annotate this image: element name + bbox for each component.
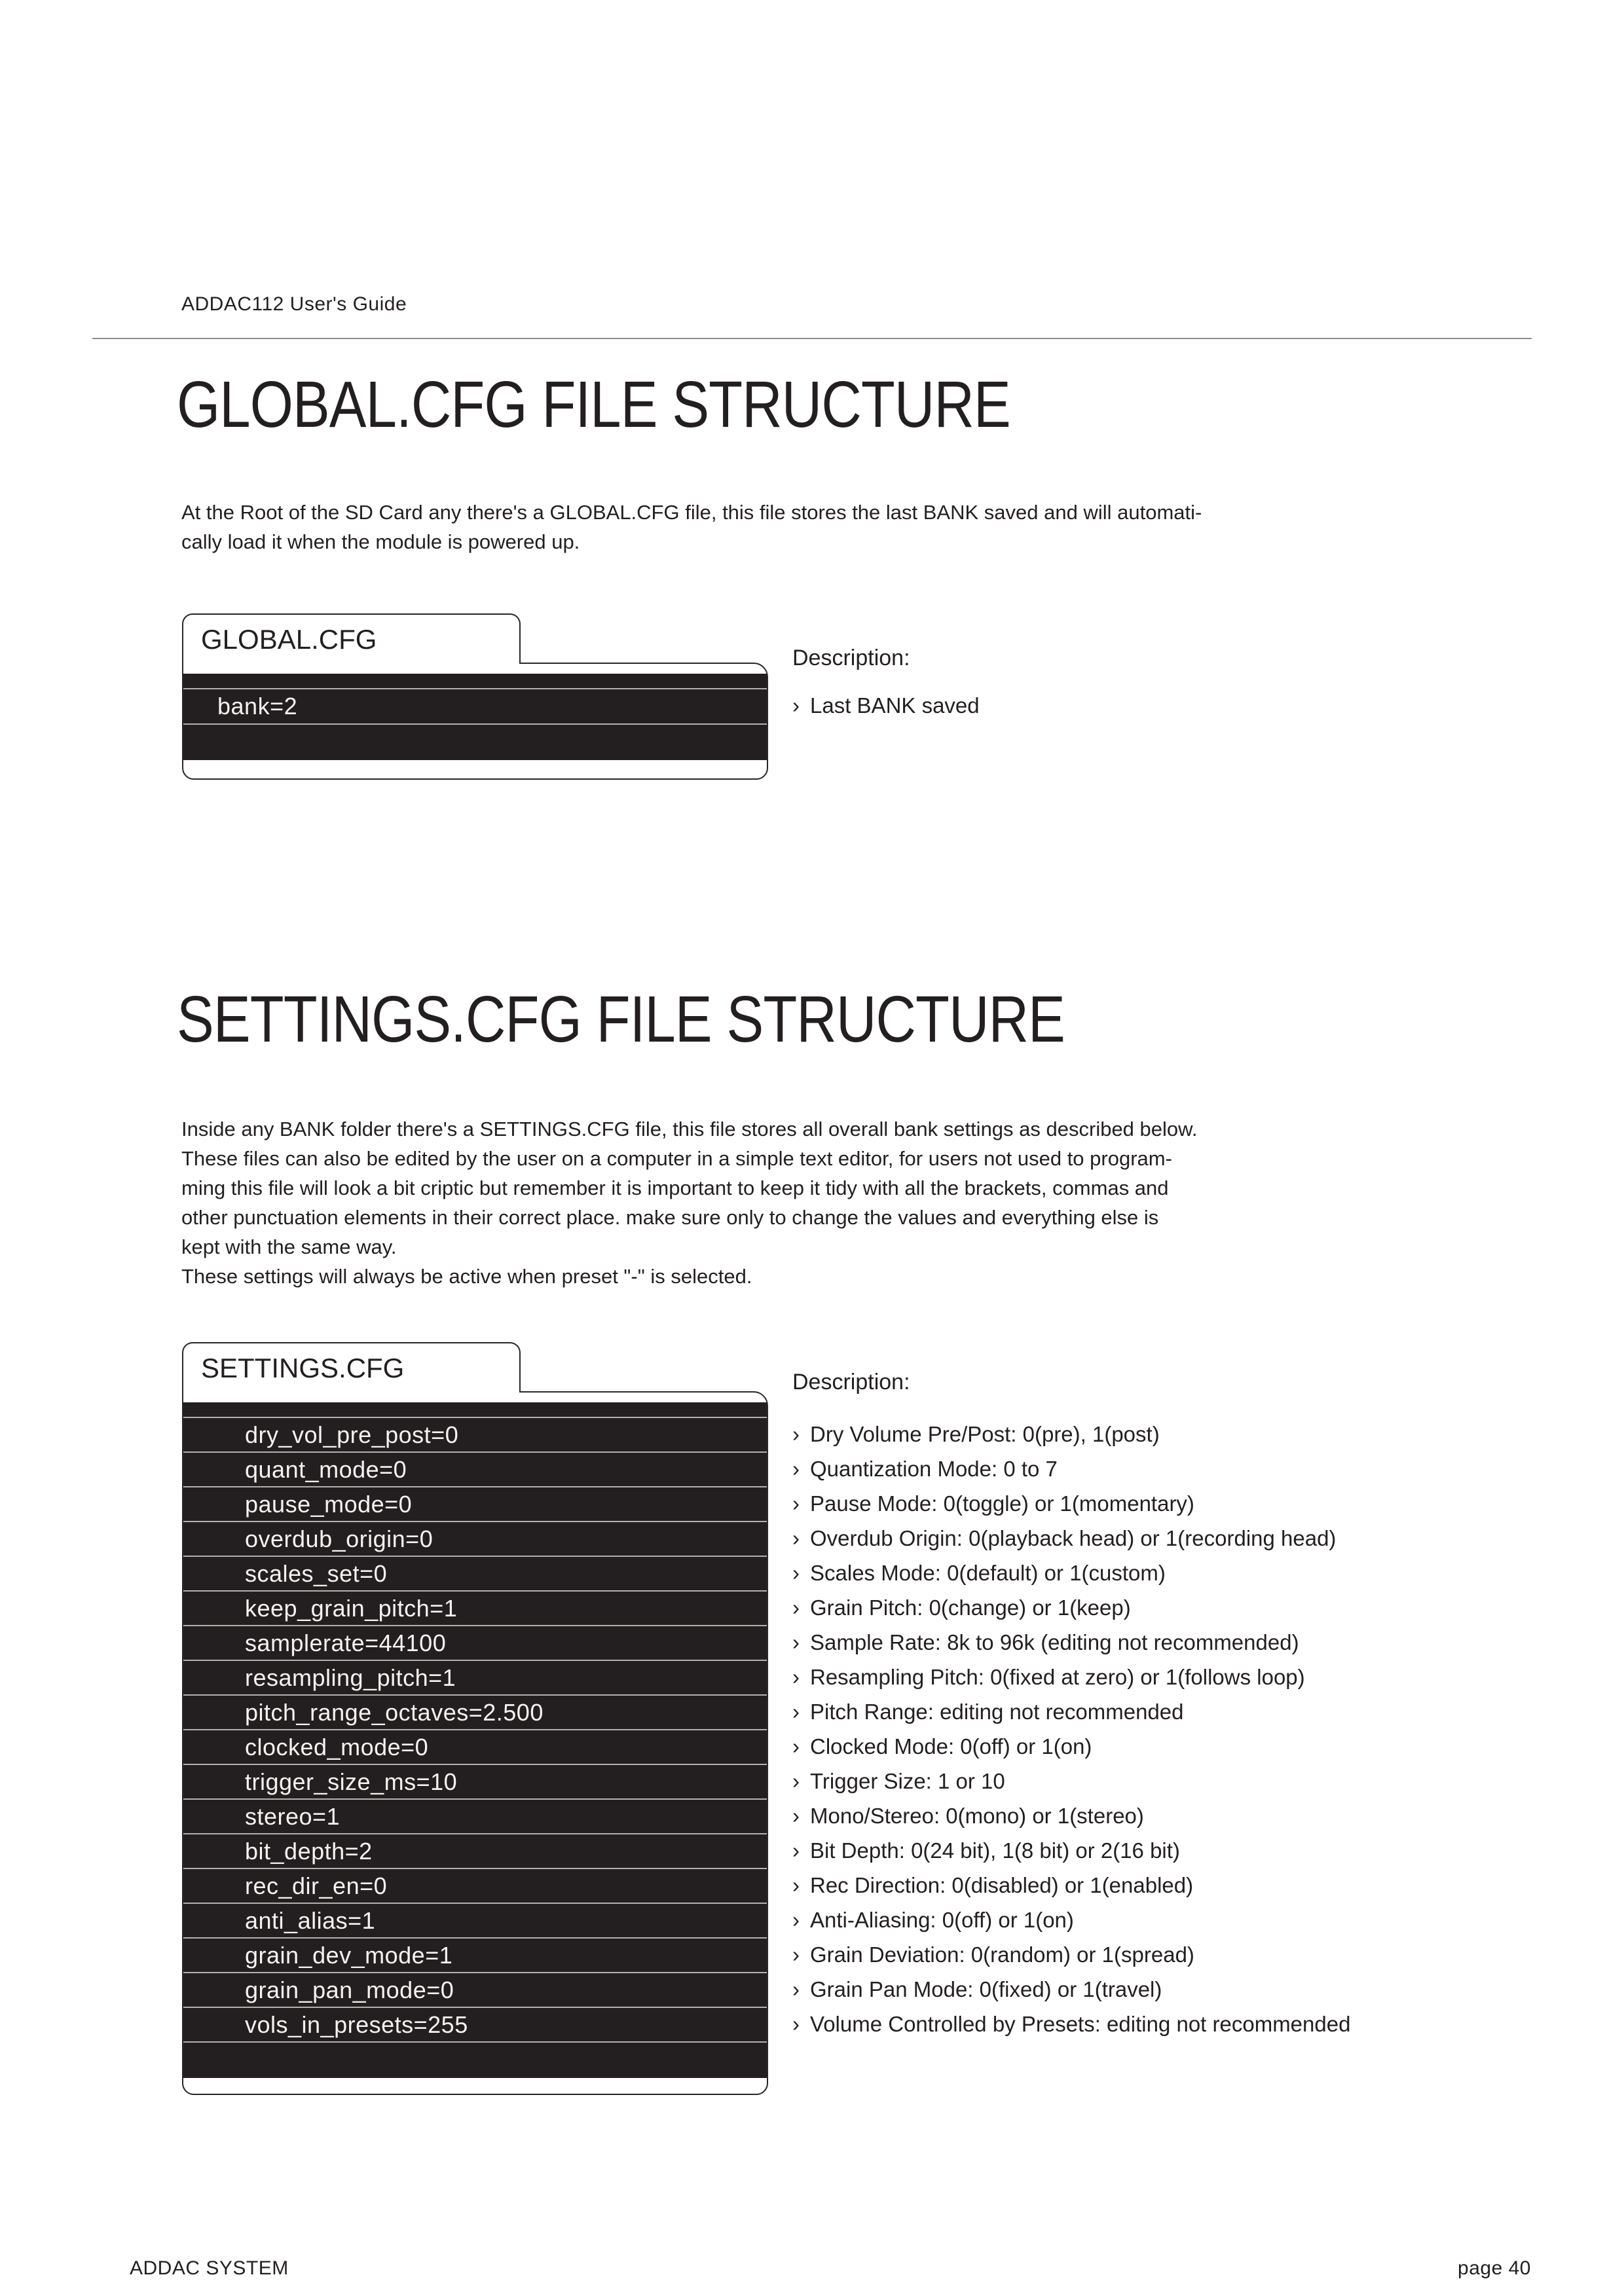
bullet-icon: › xyxy=(792,1456,800,1481)
global-cfg-folder xyxy=(182,613,768,784)
bullet-icon: › xyxy=(792,1977,800,2001)
global-config-rows xyxy=(183,674,767,760)
settings-section-title: SETTINGS.CFG FILE STRUCTURE xyxy=(177,983,1065,1056)
description-item xyxy=(792,1486,1350,1521)
global-intro-paragraph xyxy=(181,498,1202,556)
description-item xyxy=(792,688,980,723)
config-row xyxy=(183,1798,767,1833)
bullet-icon: › xyxy=(792,1560,800,1585)
config-row xyxy=(183,1486,767,1521)
settings-description-list xyxy=(792,1417,1350,2041)
config-row xyxy=(183,1451,767,1486)
description-item xyxy=(792,1556,1350,1590)
config-row xyxy=(183,1903,767,1937)
description-text: Volume Controlled by Presets: editing not recommended xyxy=(810,2011,1351,2036)
description-text: Mono/Stereo: 0(mono) or 1(stereo) xyxy=(810,1803,1144,1828)
config-entry: pitch_range_octaves=2.500 xyxy=(245,1698,544,1726)
description-text: Last BANK saved xyxy=(810,693,980,718)
config-entry: bit_depth=2 xyxy=(245,1837,373,1865)
settings-folder-tab xyxy=(182,1342,521,1393)
bullet-icon: › xyxy=(792,1595,800,1620)
description-text: Scales Mode: 0(default) or 1(custom) xyxy=(810,1560,1166,1585)
description-item xyxy=(792,1417,1350,1451)
description-item xyxy=(792,1590,1350,1625)
config-row xyxy=(183,1694,767,1729)
config-entry: resampling_pitch=1 xyxy=(245,1664,456,1691)
paragraph-line: kept with the same way. xyxy=(181,1235,397,1258)
description-text: Sample Rate: 8k to 96k (editing not recommended) xyxy=(810,1630,1299,1654)
config-row xyxy=(183,688,767,723)
description-text: Quantization Mode: 0 to 7 xyxy=(810,1456,1058,1481)
bullet-icon: › xyxy=(792,2011,800,2036)
description-item xyxy=(792,1972,1350,2007)
description-text: Pause Mode: 0(toggle) or 1(momentary) xyxy=(810,1491,1194,1516)
global-description-heading: Description: xyxy=(792,646,910,670)
description-item xyxy=(792,1521,1350,1556)
settings-folder-tab-label: SETTINGS.CFG xyxy=(201,1352,405,1383)
description-text: Dry Volume Pre/Post: 0(pre), 1(post) xyxy=(810,1421,1160,1446)
config-entry: samplerate=44100 xyxy=(245,1629,447,1656)
description-text: Grain Deviation: 0(random) or 1(spread) xyxy=(810,1942,1194,1967)
paragraph-line: These files can also be edited by the user on a computer in a simple text editor, for users not used to program- xyxy=(181,1147,1172,1170)
description-item xyxy=(792,1764,1350,1798)
bullet-icon: › xyxy=(792,1803,800,1828)
paragraph-line: ming this file will look a bit criptic but remember it is important to keep it tidy with all the brackets, commas and xyxy=(181,1176,1169,1199)
config-entry: bank=2 xyxy=(217,693,298,720)
config-entry: anti_alias=1 xyxy=(245,1906,376,1934)
description-item xyxy=(792,1625,1350,1660)
bullet-icon: › xyxy=(792,1664,800,1689)
bullet-icon: › xyxy=(792,1699,800,1724)
config-entry: stereo=1 xyxy=(245,1802,341,1830)
config-entry: rec_dir_en=0 xyxy=(245,1872,388,1899)
description-text: Resampling Pitch: 0(fixed at zero) or 1(follows loop) xyxy=(810,1664,1305,1689)
description-text: Trigger Size: 1 or 10 xyxy=(810,1768,1005,1793)
settings-intro-paragraph xyxy=(181,1114,1197,1291)
description-text: Grain Pan Mode: 0(fixed) or 1(travel) xyxy=(810,1977,1162,2001)
description-item xyxy=(792,1729,1350,1764)
bullet-icon: › xyxy=(792,1872,800,1897)
description-text: Pitch Range: editing not recommended xyxy=(810,1699,1184,1724)
config-entry: clocked_mode=0 xyxy=(245,1733,429,1760)
config-entry: trigger_size_ms=10 xyxy=(245,1768,458,1795)
description-item xyxy=(792,1903,1350,1937)
config-row xyxy=(183,1764,767,1798)
page-header: ADDAC112 User's Guide xyxy=(181,293,407,315)
description-text: Rec Direction: 0(disabled) or 1(enabled) xyxy=(810,1872,1194,1897)
settings-cfg-folder xyxy=(182,1342,768,2102)
config-row xyxy=(183,1625,767,1660)
config-entry: dry_vol_pre_post=0 xyxy=(245,1421,459,1448)
config-row xyxy=(183,1729,767,1764)
config-row xyxy=(183,1868,767,1903)
bullet-icon: › xyxy=(792,1942,800,1967)
config-entry: keep_grain_pitch=1 xyxy=(245,1594,458,1622)
description-item xyxy=(792,1660,1350,1694)
paragraph-line: cally load it when the module is powered up. xyxy=(181,530,580,553)
config-entry: pause_mode=0 xyxy=(245,1490,413,1518)
paragraph-line: Inside any BANK folder there's a SETTINGS.CFG file, this file stores all overall bank settings as described below. xyxy=(181,1118,1198,1140)
config-row xyxy=(183,1417,767,1451)
description-item xyxy=(792,1868,1350,1903)
description-text: Bit Depth: 0(24 bit), 1(8 bit) or 2(16 bit) xyxy=(810,1838,1180,1863)
config-row xyxy=(183,2007,767,2041)
config-entry: vols_in_presets=255 xyxy=(245,2011,468,2038)
settings-description-heading: Description: xyxy=(792,1370,910,1394)
global-folder-tab xyxy=(182,613,521,664)
description-item xyxy=(792,1937,1350,1972)
description-text: Overdub Origin: 0(playback head) or 1(recording head) xyxy=(810,1525,1337,1550)
description-text: Clocked Mode: 0(off) or 1(on) xyxy=(810,1734,1092,1758)
bullet-icon: › xyxy=(792,1838,800,1863)
config-row xyxy=(183,1521,767,1556)
config-row xyxy=(183,1556,767,1590)
description-item xyxy=(792,1798,1350,1833)
bullet-icon: › xyxy=(792,1421,800,1446)
settings-folder-body xyxy=(182,1391,768,2095)
settings-config-rows xyxy=(183,1402,767,2078)
global-folder-tab-label: GLOBAL.CFG xyxy=(201,623,377,655)
config-entry: quant_mode=0 xyxy=(245,1455,407,1483)
paragraph-line: At the Root of the SD Card any there's a GLOBAL.CFG file, this file stores the last BANK saved and will automati- xyxy=(181,501,1202,524)
config-entry: overdub_origin=0 xyxy=(245,1525,434,1552)
config-row xyxy=(183,1833,767,1868)
bullet-icon: › xyxy=(792,1768,800,1793)
bullet-icon: › xyxy=(792,1491,800,1516)
bullet-icon: › xyxy=(792,1525,800,1550)
config-row xyxy=(183,1972,767,2007)
config-entry: grain_pan_mode=0 xyxy=(245,1976,454,2003)
description-item xyxy=(792,1694,1350,1729)
global-folder-body xyxy=(182,663,768,780)
config-entry: grain_dev_mode=1 xyxy=(245,1941,453,1969)
config-row xyxy=(183,1660,767,1694)
config-row xyxy=(183,1590,767,1625)
footer-brand: ADDAC SYSTEM xyxy=(130,2257,289,2279)
paragraph-line: other punctuation elements in their correct place. make sure only to change the values and everything else is xyxy=(181,1206,1159,1229)
bullet-icon: › xyxy=(792,693,800,718)
global-section-title: GLOBAL.CFG FILE STRUCTURE xyxy=(177,368,1010,441)
description-item xyxy=(792,2007,1350,2041)
bullet-icon: › xyxy=(792,1907,800,1932)
config-row xyxy=(183,1937,767,1972)
paragraph-line: These settings will always be active when preset "-" is selected. xyxy=(181,1265,752,1288)
footer-page-number: page 40 xyxy=(1458,2257,1531,2279)
description-item xyxy=(792,1833,1350,1868)
global-description-list xyxy=(792,688,980,723)
config-entry: scales_set=0 xyxy=(245,1559,388,1587)
description-item xyxy=(792,1451,1350,1486)
bullet-icon: › xyxy=(792,1630,800,1654)
bullet-icon: › xyxy=(792,1734,800,1758)
header-rule xyxy=(92,338,1532,339)
description-text: Grain Pitch: 0(change) or 1(keep) xyxy=(810,1595,1131,1620)
description-text: Anti-Aliasing: 0(off) or 1(on) xyxy=(810,1907,1074,1932)
